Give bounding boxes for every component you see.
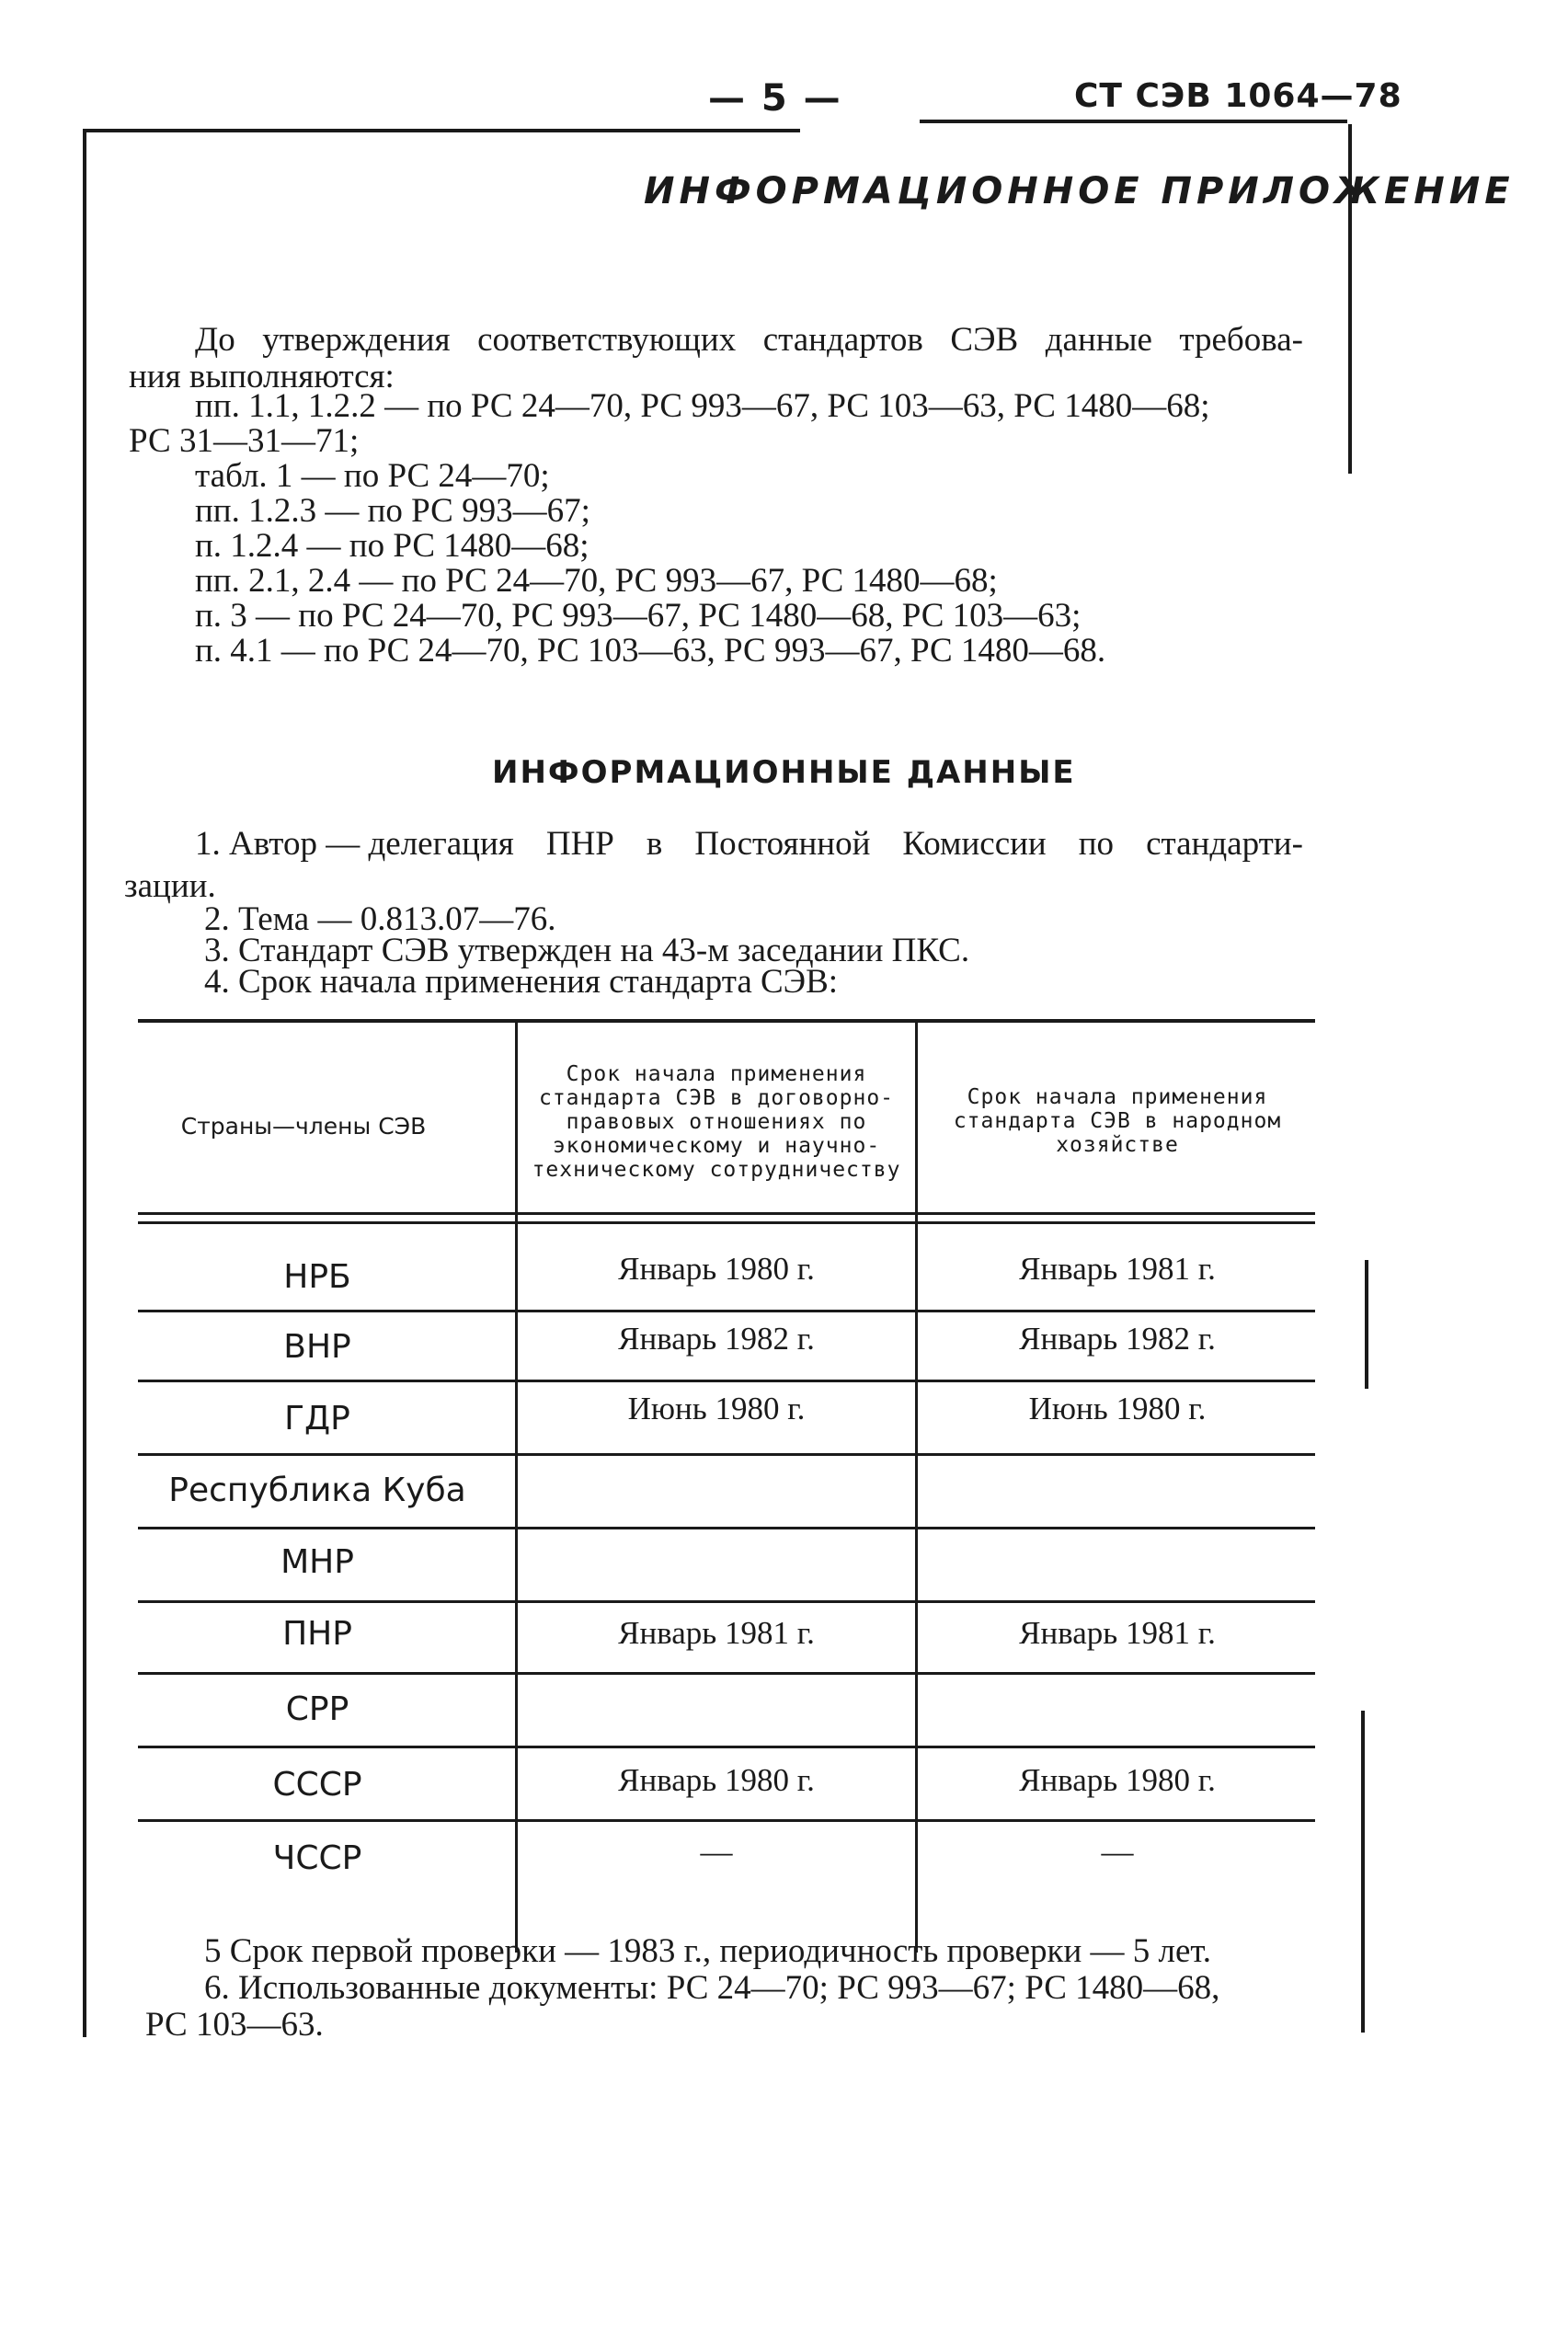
appendix-line: пп. 2.1, 2.4 — по РС 24—70, РС 993—67, РС 1480—68; xyxy=(195,562,998,600)
table-row-country: СССР xyxy=(272,1766,362,1804)
table-row-rule xyxy=(138,1819,1315,1822)
standard-code: СТ СЭВ 1064—78 xyxy=(1074,77,1402,115)
table-row-contract: Январь 1981 г. xyxy=(618,1615,815,1651)
table-row-contract: — xyxy=(700,1834,733,1870)
intro-word: СЭВ xyxy=(950,321,1019,359)
info-item4: 4. Срок начала применения стандарта СЭВ: xyxy=(204,963,839,1001)
table-row-country: ГДР xyxy=(284,1400,350,1437)
appendix-line: пп. 1.1, 1.2.2 — по РС 24—70, РС 993—67, РС 103—63, РС 1480—68; xyxy=(195,387,1210,425)
header-line: экономическому и научно- xyxy=(552,1134,881,1158)
page-number: — 5 — xyxy=(708,77,842,120)
intro-word: данные xyxy=(1045,321,1152,359)
table-header-rule xyxy=(138,1212,1315,1215)
table-row-country: ПНР xyxy=(282,1615,352,1653)
table-header-economy xyxy=(920,1085,1315,1157)
info-word: по xyxy=(1078,825,1115,863)
table-row-rule xyxy=(138,1527,1315,1529)
table-col-divider-1 xyxy=(515,1019,518,1953)
appendix-line: п. 1.2.4 — по РС 1480—68; xyxy=(195,527,589,565)
info-item3: 3. Стандарт СЭВ утвержден на 43-м заседании ПКС. xyxy=(204,932,970,969)
table-row-rule xyxy=(138,1600,1315,1603)
table-row-contract: Январь 1980 г. xyxy=(618,1762,815,1798)
info-word: в xyxy=(646,825,663,863)
header-line: правовых отношениях по xyxy=(566,1110,867,1134)
appendix-line: пп. 1.2.3 — по РС 993—67; xyxy=(195,492,590,530)
table-row-country: МНР xyxy=(280,1543,354,1581)
header-rule-left xyxy=(83,129,800,132)
info-item2: 2. Тема — 0.813.07—76. xyxy=(204,900,556,938)
table-row-contract: Июнь 1980 г. xyxy=(627,1391,806,1426)
intro-word: требова- xyxy=(1179,321,1303,359)
info-word: 1. Автор — делегация xyxy=(195,825,514,863)
table-row-economy: Январь 1982 г. xyxy=(1019,1321,1216,1357)
table-col-divider-2 xyxy=(915,1019,918,1953)
info-word: Комиссии xyxy=(902,825,1047,863)
frame-right-border-bottom xyxy=(1361,1711,1365,2033)
table-row-country: СРР xyxy=(285,1690,349,1728)
table-row-contract: Январь 1982 г. xyxy=(618,1321,815,1357)
appendix-title: ИНФОРМАЦИОННОЕ ПРИЛОЖЕНИЕ xyxy=(644,170,1515,212)
table-row-rule xyxy=(138,1453,1315,1456)
appendix-line: п. 3 — по РС 24—70, РС 993—67, РС 1480—68, РС 103—63; xyxy=(195,597,1082,635)
info-item1-line2: зации. xyxy=(124,867,216,905)
header-rule-right xyxy=(920,120,1347,123)
info-item6-line1: 6. Использованные документы: РС 24—70; РС 993—67; РС 1480—68, xyxy=(204,1969,1220,2007)
table-header-rule xyxy=(138,1221,1315,1224)
header-line: Срок начала применения xyxy=(967,1085,1268,1109)
frame-left-border xyxy=(83,129,86,2037)
appendix-line: п. 4.1 — по РС 24—70, РС 103—63, РС 993—67, РС 1480—68. xyxy=(195,632,1106,670)
header-line: стандарта СЭВ в народном xyxy=(953,1109,1282,1133)
appendix-line: табл. 1 — по РС 24—70; xyxy=(195,457,550,495)
table-row-rule xyxy=(138,1380,1315,1382)
intro-word: стандартов xyxy=(762,321,923,359)
info-word: Постоянной xyxy=(694,825,871,863)
appendix-line: РС 31—31—71; xyxy=(129,422,360,460)
table-row-rule xyxy=(138,1672,1315,1675)
header-line: Срок начала применения xyxy=(566,1062,867,1086)
table-row-country: ЧССР xyxy=(272,1839,362,1877)
header-line: техническому сотрудничеству xyxy=(532,1158,901,1182)
info-section-title: ИНФОРМАЦИОННЫЕ ДАННЫЕ xyxy=(492,754,1076,791)
appendix-intro-line2: ния выполняются: xyxy=(129,358,395,395)
info-word: ПНР xyxy=(545,825,614,863)
info-item1-line1 xyxy=(195,824,1303,865)
table-row-country: ВНР xyxy=(283,1328,351,1366)
header-line: стандарта СЭВ в договорно- xyxy=(538,1086,895,1110)
info-item6-line2: РС 103—63. xyxy=(145,2006,324,2044)
table-top-rule xyxy=(138,1019,1315,1023)
table-row-economy: — xyxy=(1101,1834,1134,1870)
appendix-intro-line1 xyxy=(195,320,1303,361)
table-row-economy: Июнь 1980 г. xyxy=(1028,1391,1207,1426)
frame-right-border-lower xyxy=(1365,1260,1368,1389)
info-word: стандарти- xyxy=(1146,825,1303,863)
intro-word: соответствующих xyxy=(477,321,737,359)
header-line: хозяйстве xyxy=(1056,1133,1179,1157)
intro-word: утверждения xyxy=(262,321,451,359)
info-item5: 5 Срок первой проверки — 1983 г., периодичность проверки — 5 лет. xyxy=(204,1932,1212,1970)
table-row-economy: Январь 1981 г. xyxy=(1019,1615,1216,1651)
table-row-country: Республика Куба xyxy=(168,1472,466,1509)
table-header-country: Страны—члены СЭВ xyxy=(180,1113,427,1140)
table-row-rule xyxy=(138,1746,1315,1748)
table-header-contract xyxy=(520,1062,913,1182)
table-row-rule xyxy=(138,1310,1315,1312)
table-row-contract: Январь 1980 г. xyxy=(618,1251,815,1287)
table-row-economy: Январь 1981 г. xyxy=(1019,1251,1216,1287)
table-row-country: НРБ xyxy=(283,1258,351,1296)
intro-word: До xyxy=(195,321,235,359)
table-row-economy: Январь 1980 г. xyxy=(1019,1762,1216,1798)
